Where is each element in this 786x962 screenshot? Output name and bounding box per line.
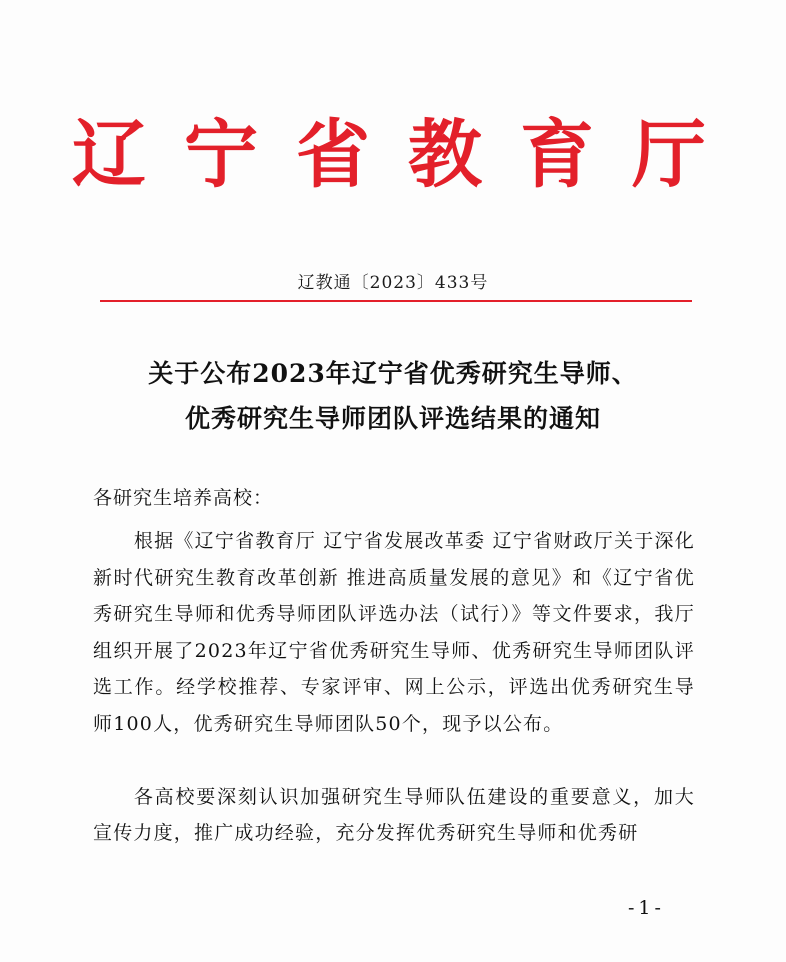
body-paragraph: 根据《辽宁省教育厅 辽宁省发展改革委 辽宁省财政厅关于深化新时代研究生教育改革创新 推进高质量发展的意见》和《辽宁省优秀研究生导师和优秀导师团队评选办法（试行）》等文件要求，我厅组织开展了2023年辽宁省优秀研究生导师、优秀研究生导师团队评选工作。经学校推荐、专家评审、网上公示，评选出优秀研究生导师100人，优秀研究生导师团队50个，现予以公布。 [93,530,695,735]
salutation: 各研究生培养高校： [93,487,274,509]
document-number: 辽教通〔2023〕433号 [297,273,489,293]
document-body [93,523,695,852]
body-paragraph: 各高校要深刻认识加强研究生导师队伍建设的重要意义，加大宣传力度，推广成功经验，充分发挥优秀研究生导师和优秀研 [93,785,695,845]
page-number: -1- [628,897,665,919]
letterhead-title: 辽宁省教育厅 [72,112,744,198]
document-title-line-1: 关于公布2023年辽宁省优秀研究生导师、 [148,359,638,388]
red-separator-line [100,300,692,302]
document-title-line-2: 优秀研究生导师团队评选结果的通知 [184,404,601,433]
